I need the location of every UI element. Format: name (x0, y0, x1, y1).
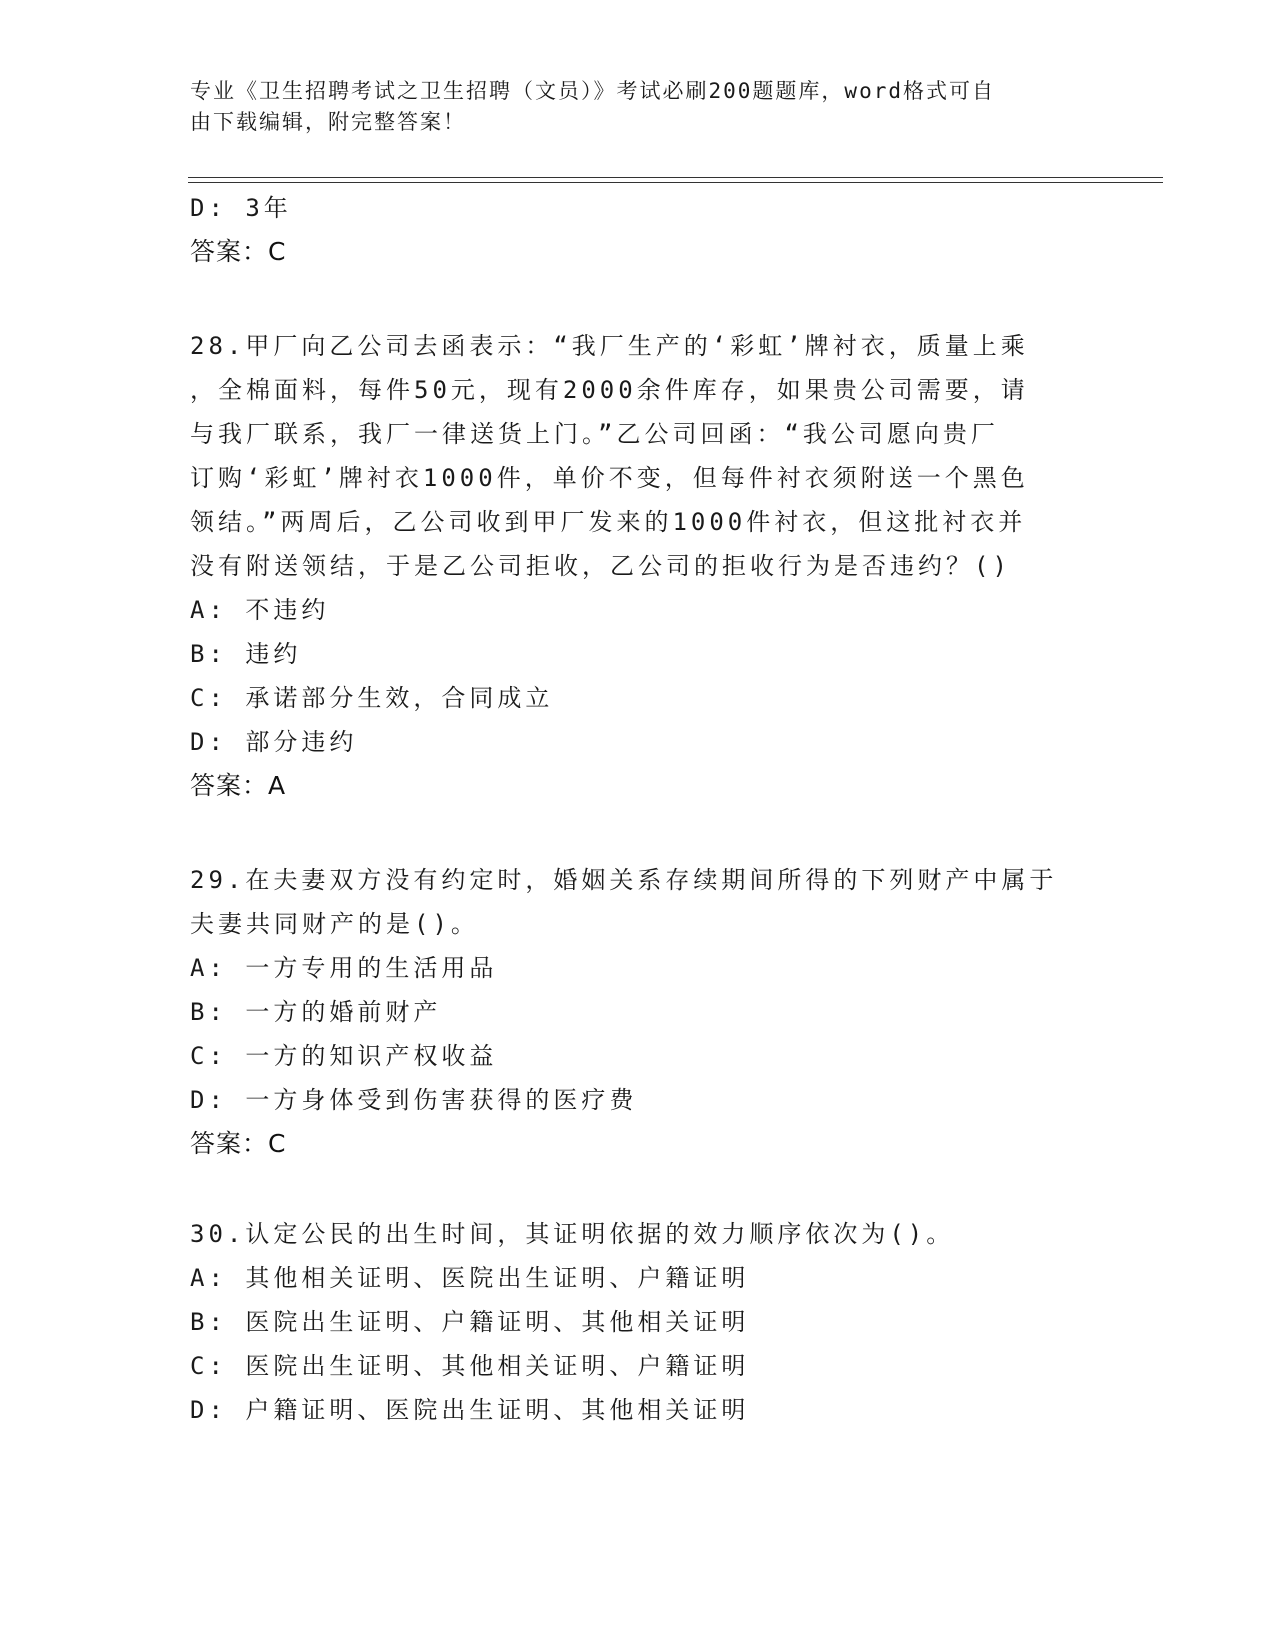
q30-option-d: D: 户籍证明、医院出生证明、其他相关证明 (190, 1396, 750, 1424)
q28-option-a: A: 不违约 (190, 596, 330, 624)
header-divider-top (188, 177, 1163, 178)
q28-text-line: 订购‘彩虹’牌衬衣1000件，单价不变，但每件衬衣须附送一个黑色 (190, 464, 1029, 492)
q29-answer: 答案：C (190, 1129, 287, 1158)
q29-option-c: C: 一方的知识产权收益 (190, 1042, 498, 1070)
q28-option-d: D: 部分违约 (190, 728, 358, 756)
q30-text-line: 30.认定公民的出生时间，其证明依据的效力顺序依次为()。 (190, 1220, 955, 1248)
q28-answer: 答案：A (190, 771, 287, 800)
q29-text-line: 夫妻共同财产的是()。 (190, 910, 479, 938)
header-line-2: 由下载编辑，附完整答案！ (190, 110, 466, 134)
q28-option-c: C: 承诺部分生效，合同成立 (190, 684, 554, 712)
q30-option-b: B: 医院出生证明、户籍证明、其他相关证明 (190, 1308, 750, 1336)
q29-option-b: B: 一方的婚前财产 (190, 998, 442, 1026)
header-divider-bottom (188, 182, 1163, 183)
q28-text-line: ，全棉面料，每件50元，现有2000余件库存，如果贵公司需要，请 (190, 376, 1029, 404)
prev-option-d: D: 3年 (190, 194, 292, 222)
q29-option-d: D: 一方身体受到伤害获得的医疗费 (190, 1086, 638, 1114)
q30-option-c: C: 医院出生证明、其他相关证明、户籍证明 (190, 1352, 750, 1380)
q28-text-line: 领结。”两周后，乙公司收到甲厂发来的1000件衬衣，但这批衬衣并 (190, 508, 1027, 536)
q30-option-a: A: 其他相关证明、医院出生证明、户籍证明 (190, 1264, 750, 1292)
q28-text-line: 没有附送领结，于是乙公司拒收，乙公司的拒收行为是否违约？() (190, 552, 1011, 580)
document-header (190, 76, 1070, 138)
prev-answer: 答案：C (190, 237, 287, 266)
q28-option-b: B: 违约 (190, 640, 302, 668)
header-line-1: 专业《卫生招聘考试之卫生招聘（文员）》考试必刷200题题库，word格式可自 (190, 79, 995, 103)
q29-option-a: A: 一方专用的生活用品 (190, 954, 498, 982)
q28-text-line: 与我厂联系，我厂一律送货上门。”乙公司回函：“我公司愿向贵厂 (190, 420, 999, 448)
q28-text-line: 28.甲厂向乙公司去函表示：“我厂生产的‘彩虹’牌衬衣，质量上乘 (190, 332, 1029, 360)
q29-text-line: 29.在夫妻双方没有约定时，婚姻关系存续期间所得的下列财产中属于 (190, 866, 1058, 894)
